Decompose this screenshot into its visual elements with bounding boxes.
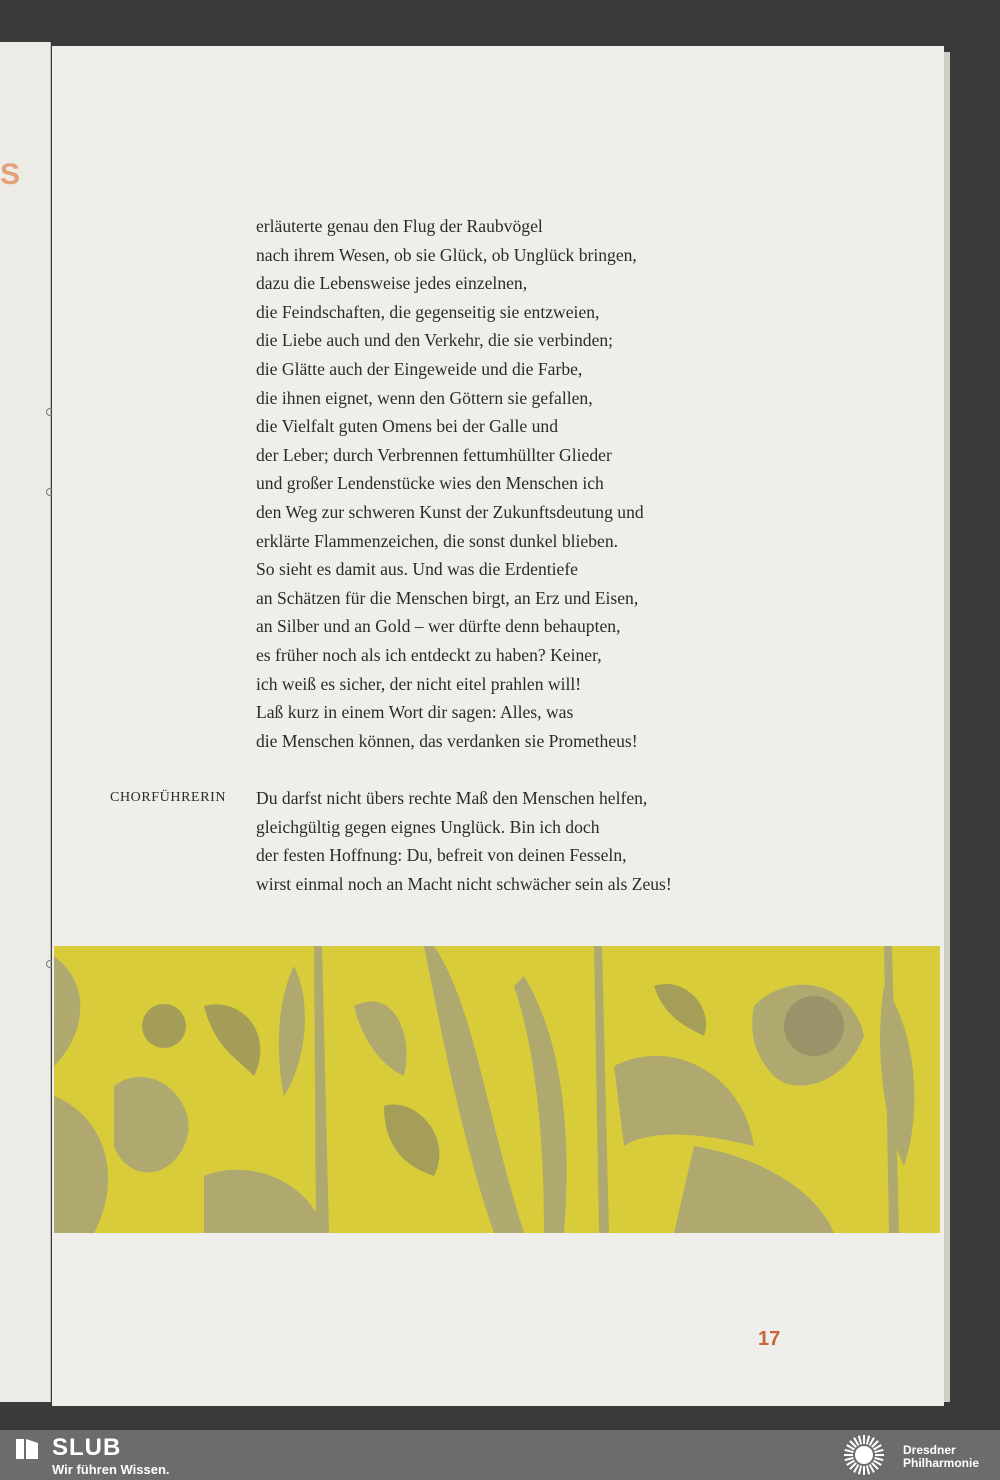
poem-line: nach ihrem Wesen, ob sie Glück, ob Unglück bringen, bbox=[256, 244, 637, 265]
library-name[interactable]: SLUB bbox=[52, 1434, 122, 1461]
poem-text bbox=[256, 212, 856, 755]
poem-line: es früher noch als ich entdeckt zu haben? Keiner, bbox=[256, 644, 602, 665]
left-page-edge bbox=[0, 42, 51, 1402]
slub-logo-icon[interactable] bbox=[14, 1435, 40, 1461]
poem-line: Laß kurz in einem Wort dir sagen: Alles, was bbox=[256, 702, 574, 723]
poem-line: erläuterte genau den Flug der Raubvögel bbox=[256, 216, 543, 236]
footer-bar bbox=[0, 1430, 1000, 1480]
poem-line: dazu die Lebensweise jedes einzelnen, bbox=[256, 273, 528, 294]
poem-line: So sieht es damit aus. Und was die Erdentiefe bbox=[256, 559, 578, 580]
partner-name-line2: Philharmonie bbox=[903, 1456, 980, 1470]
page-number: 17 bbox=[758, 1328, 781, 1350]
poem-line: die Liebe auch und den Verkehr, die sie verbinden; bbox=[256, 330, 614, 351]
poem-line: die Glätte auch der Eingeweide und die Farbe, bbox=[256, 358, 583, 379]
partner-name-line1: Dresdner bbox=[903, 1443, 956, 1457]
poem-line: die Vielfalt guten Omens bei der Galle und bbox=[256, 416, 559, 437]
speech-line: der festen Hoffnung: Du, befreit von deinen Fesseln, bbox=[256, 845, 627, 866]
speech-line: wirst einmal noch an Macht nicht schwächer sein als Zeus! bbox=[256, 873, 672, 894]
poem-line: den Weg zur schweren Kunst der Zukunftsdeutung und bbox=[256, 501, 644, 522]
poem-line: der Leber; durch Verbrennen fettumhüllter Glieder bbox=[256, 444, 612, 465]
speaker-name: CHORFÜHRERIN bbox=[110, 790, 227, 805]
page-edge-shadow bbox=[944, 52, 950, 1402]
poem-line: erklärte Flammenzeichen, die sonst dunkel blieben. bbox=[256, 530, 619, 551]
poem-line: an Silber und an Gold – wer dürfte denn behaupten, bbox=[256, 616, 621, 637]
library-tagline: Wir führen Wissen. bbox=[52, 1462, 170, 1477]
partner-name[interactable] bbox=[903, 1444, 979, 1470]
relief-illustration bbox=[54, 946, 940, 1233]
speech-text bbox=[256, 784, 672, 898]
philharmonie-logo-icon[interactable] bbox=[842, 1433, 886, 1477]
poem-line: ich weiß es sicher, der nicht eitel prahlen will! bbox=[256, 673, 582, 694]
speech-line: gleichgültig gegen eignes Unglück. Bin ich doch bbox=[256, 816, 600, 837]
poem-line: die ihnen eignet, wenn den Göttern sie gefallen, bbox=[256, 387, 593, 408]
poem-line: die Menschen können, das verdanken sie Prometheus! bbox=[256, 730, 638, 751]
relief-sculpture-image bbox=[54, 946, 940, 1233]
poem-line: an Schätzen für die Menschen birgt, an Erz und Eisen, bbox=[256, 587, 639, 608]
speech-line: Du darfst nicht übers rechte Maß den Menschen helfen, bbox=[256, 788, 648, 808]
poem-line: die Feindschaften, die gegenseitig sie entzweien, bbox=[256, 301, 600, 322]
poem-line: und großer Lendenstücke wies den Menschen ich bbox=[256, 473, 604, 494]
left-page-heading-fragment: S bbox=[0, 158, 21, 191]
